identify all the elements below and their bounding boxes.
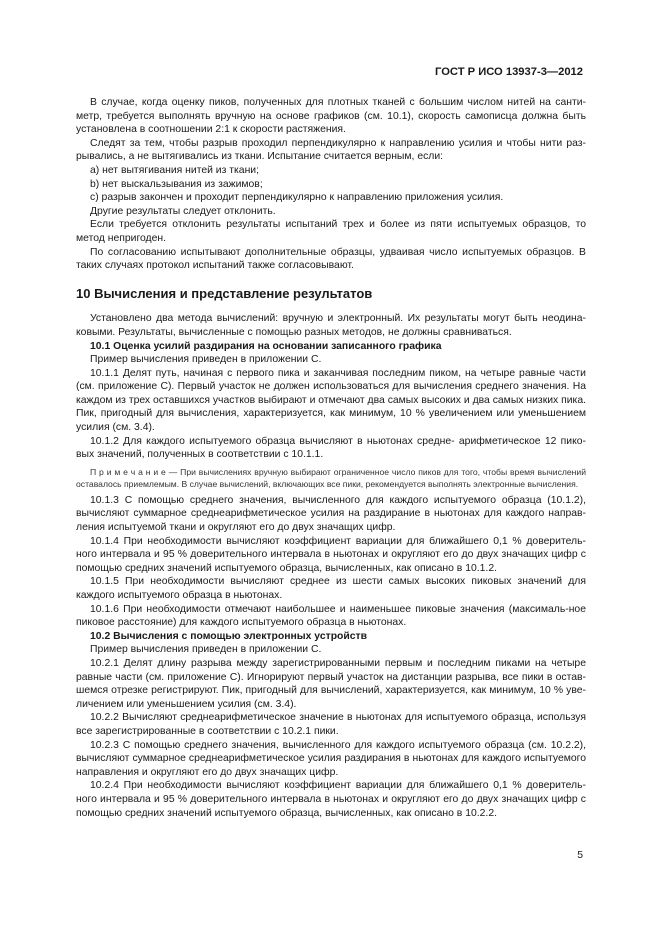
note: П р и м е ч а н и е — При вычислениях вручную выбирают ограниченное число пиков для того, чтобы время вычислений оставалось приемлемым. В случае вычислений, включающих все пики, рекомендуется выполнять электронные вычисления. — [76, 466, 586, 489]
list-item: a) нет вытягивания нитей из ткани; — [90, 164, 259, 176]
paragraph: По согласованию испытывают дополнительные образцы, удваивая число испытуемых образцов. В таких случаях протокол испытаний также согласовывают. — [76, 246, 586, 272]
document-header: ГОСТ Р ИСО 13937-3—2012 — [435, 66, 583, 78]
paragraph: Следят за тем, чтобы разрыв проходил перпендикулярно к направлению усилия и чтобы нити раз-рывались, а не вытягивались из ткани. Испытание считается верным, если: — [76, 137, 586, 163]
clause-10-1-3: 10.1.3 С помощью среднего значения, вычисленного для каждого испытуемого образца (10.1.2), вычисляют суммарное среднеарифметическое усилия на раздирание в ньютонах для каждого направ-ления испытуемой ткани и округляют его до двух значащих цифр. — [76, 494, 586, 534]
subsection-heading: 10.1 Оценка усилий раздирания на основании записанного графика — [90, 340, 442, 352]
subsection-heading: 10.2 Вычисления с помощью электронных устройств — [90, 630, 368, 642]
paragraph: Пример вычисления приведен в приложении С. — [90, 354, 322, 366]
paragraph: Пример вычисления приведен в приложении С. — [90, 644, 322, 656]
clause-10-2-1: 10.2.1 Делят длину разрыва между зарегистрированными первым и последним пиками на четыре равные части (см. приложение С). Игнорируют первый участок на дистанции разрыва, все пики в остав-шемся отрезке регистрируют. Пик, пригодный для вычислений, характеризуется, как минимум, 10 % уве-личением или уменьшением усилия (см. 3.4). — [76, 657, 586, 710]
section-heading: 10 Вычисления и представление результатов — [76, 285, 373, 301]
clause-10-1-5: 10.1.5 При необходимости вычисляют среднее из шести самых высоких пиковых значений для каждого испытуемого образца в ньютонах. — [76, 576, 586, 601]
clause-10-2-4: 10.2.4 При необходимости вычисляют коэффициент вариации для ближайшего 0,1 % доверитель-ного интервала и 95 % доверительного интервала в ньютонах и округляют его до двух значащих цифр с помощью средних значений испытуемого образца, вычисленных, как описано в 10.2.2. — [76, 780, 586, 819]
clause-10-1-6: 10.1.6 При необходимости отмечают наибольшее и наименьшее пиковые значения (максималь-ное пиковое расстояние) для каждого испытуемого образца в ньютонах. — [76, 603, 586, 629]
clause-10-1-1: 10.1.1 Делят путь, начиная с первого пика и заканчивая последним пиком, на четыре равные части (см. приложение С). Первый участок не должен использоваться для вычисления среднего значения. На каждом из трех оставшихся участков выбирают и отмечают два самых высоких и два самых низких пика. Пик, пригодный для вычисления, характеризуется, как минимум, 10 % увеличением или уменьшением усилия (см. 3.4). — [76, 367, 586, 434]
list-item: b) нет выскальзывания из зажимов; — [90, 178, 263, 190]
paragraph: В случае, когда оценку пиков, полученных для плотных тканей с большим числом нитей на санти-метр, требуется выполнять вручную на основе графиков (см. 10.1), скорость самописца должна быть установлена в соотношении 2:1 к скорости растяжения. — [76, 97, 586, 136]
clause-10-1-2: 10.1.2 Для каждого испытуемого образца вычисляют в ньютонах средне- арифметическое 12 пико-вых значений, полученных в соответствии с 10.1.1. — [76, 435, 586, 461]
clause-10-2-3: 10.2.3 С помощью среднего значения, вычисленного для каждого испытуемого образца (см. 10.2.2), вычисляют суммарное среднеарифметическое усилия раздирания в ньютонах для каждого испытуемого направления и округляют его до двух значащих цифр. — [76, 739, 586, 778]
paragraph: Если требуется отклонить результаты испытаний трех и более из пяти испытуемых образцов, то метод непригоден. — [76, 219, 586, 244]
list-item: c) разрыв закончен и проходит перпендикулярно к направлению приложения усилия. — [90, 192, 504, 204]
clause-10-2-2: 10.2.2 Вычисляют среднеарифметическое значение в ньютонах для испытуемого образца, используя все зарегистрированные в соответствии с 10.2.1 пики. — [76, 712, 586, 737]
paragraph: Другие результаты следует отклонить. — [90, 205, 276, 217]
document-body — [76, 96, 586, 820]
page-number: 5 — [577, 850, 583, 861]
paragraph: Установлено два метода вычислений: вручную и электронный. Их результаты могут быть неодина-ковыми. Результаты, вычисленные с помощью разных методов, не должны сравниваться. — [76, 313, 586, 338]
clause-10-1-4: 10.1.4 При необходимости вычисляют коэффициент вариации для ближайшего 0,1 % доверитель-ного интервала и 95 % доверительного интервала в ньютонах и округляют его до двух значащих цифр с помощью средних значений испытуемого образца, вычисленных, как описано в 10.1.2. — [76, 535, 586, 574]
